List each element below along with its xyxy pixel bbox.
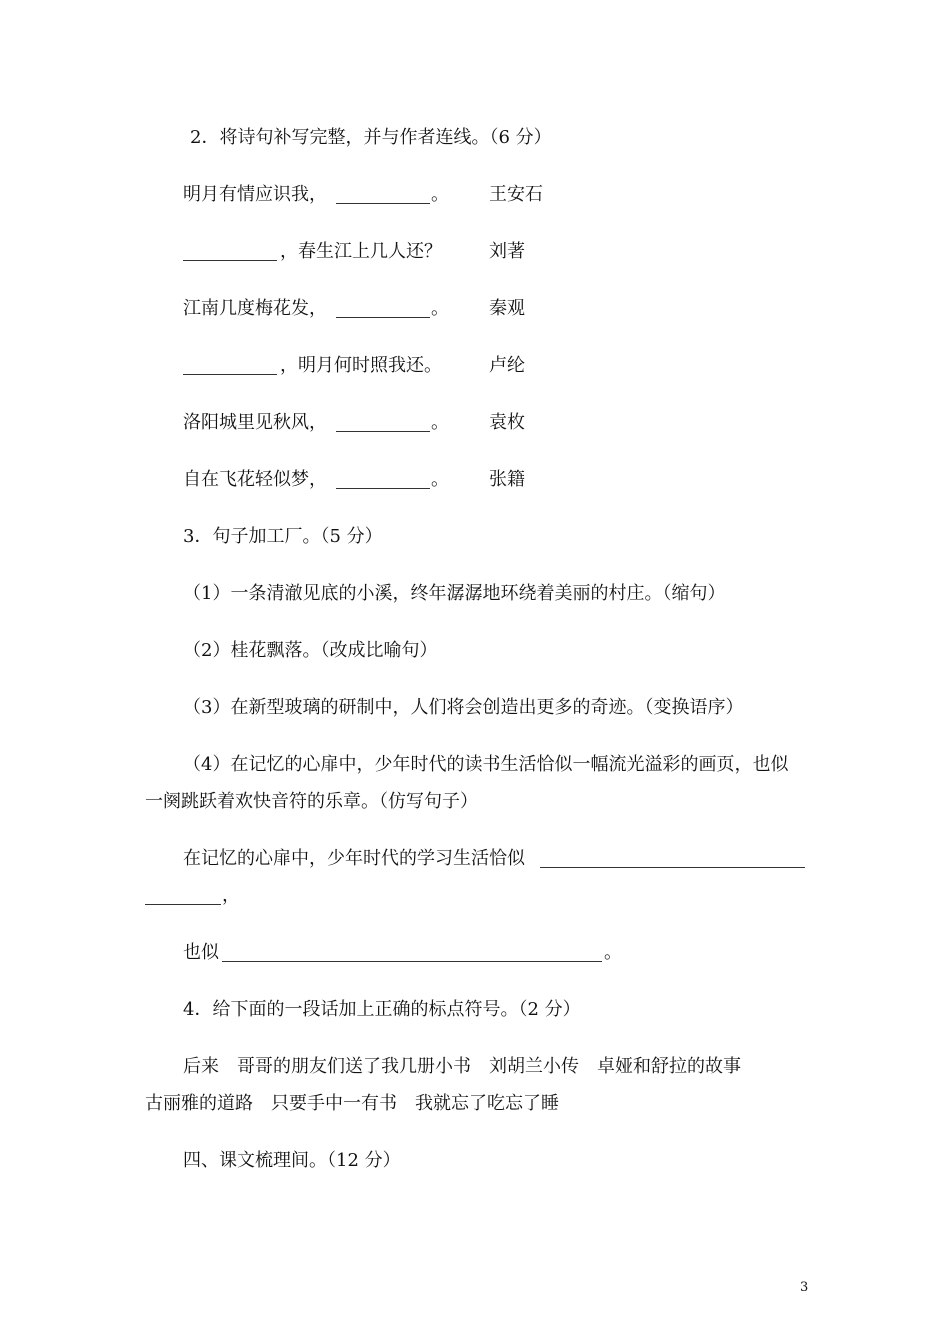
question-3-item-1: （1）一条清澈见底的小溪，终年潺潺地环绕着美丽的村庄。（缩句） — [183, 583, 726, 604]
poem-line-5-blank[interactable] — [336, 431, 430, 432]
poem-line-6-blank[interactable] — [336, 488, 430, 489]
poem-line-4-text: ，明月何时照我还。 — [280, 355, 442, 376]
poem-line-1-end: 。 — [431, 184, 449, 205]
imitation-blank-3[interactable] — [222, 961, 602, 962]
punctuation-passage-line-1: 后来 哥哥的朋友们送了我几册小书 刘胡兰小传 卓娅和舒拉的故事 — [183, 1056, 741, 1077]
imitation-fill-line-1: 在记忆的心扉中，少年时代的学习生活恰似 — [183, 848, 525, 869]
poem-line-5-text: 洛阳城里见秋风， — [183, 412, 327, 433]
imitation-fill-line-3: 也似 — [183, 942, 219, 963]
poem-line-6-end: 。 — [431, 469, 449, 490]
poem-line-6-text: 自在飞花轻似梦， — [183, 469, 327, 490]
poem-line-1-text: 明月有情应识我， — [183, 184, 327, 205]
author-1: 王安石 — [489, 184, 543, 205]
question-4-title: 4．给下面的一段话加上正确的标点符号。（2 分） — [183, 999, 581, 1020]
poem-line-4-blank[interactable] — [183, 374, 277, 375]
imitation-comma: ， — [222, 885, 240, 906]
page-number: 3 — [800, 1280, 809, 1295]
poem-line-3-blank[interactable] — [336, 317, 430, 318]
poem-line-3-text: 江南几度梅花发， — [183, 298, 327, 319]
poem-line-5-end: 。 — [431, 412, 449, 433]
question-3-item-4-line-1: （4）在记忆的心扉中，少年时代的读书生活恰似一幅流光溢彩的画页，也似 — [183, 754, 789, 775]
section-4-title: 四、课文梳理间。（12 分） — [183, 1150, 401, 1171]
author-3: 秦观 — [489, 298, 525, 319]
author-4: 卢纶 — [489, 355, 525, 376]
question-2-title: 2．将诗句补写完整，并与作者连线。（6 分） — [190, 127, 552, 148]
author-2: 刘著 — [489, 241, 525, 262]
imitation-blank-1[interactable] — [540, 867, 805, 868]
question-3-item-2: （2）桂花飘落。（改成比喻句） — [183, 640, 438, 661]
author-6: 张籍 — [489, 469, 525, 490]
poem-line-3-end: 。 — [431, 298, 449, 319]
question-3-title: 3．句子加工厂。（5 分） — [183, 526, 383, 547]
poem-line-1-blank[interactable] — [336, 203, 430, 204]
poem-line-2-blank[interactable] — [183, 260, 277, 261]
poem-line-2-text: ，春生江上几人还？ — [280, 241, 442, 262]
question-3-item-4-line-2: 一阕跳跃着欢快音符的乐章。（仿写句子） — [145, 791, 478, 812]
punctuation-passage-line-2: 古丽雅的道路 只要手中一有书 我就忘了吃忘了睡 — [145, 1093, 559, 1114]
imitation-end: 。 — [604, 942, 622, 963]
question-3-item-3: （3）在新型玻璃的研制中，人们将会创造出更多的奇迹。（变换语序） — [183, 697, 744, 718]
imitation-blank-2[interactable] — [145, 904, 221, 905]
author-5: 袁枚 — [489, 412, 525, 433]
